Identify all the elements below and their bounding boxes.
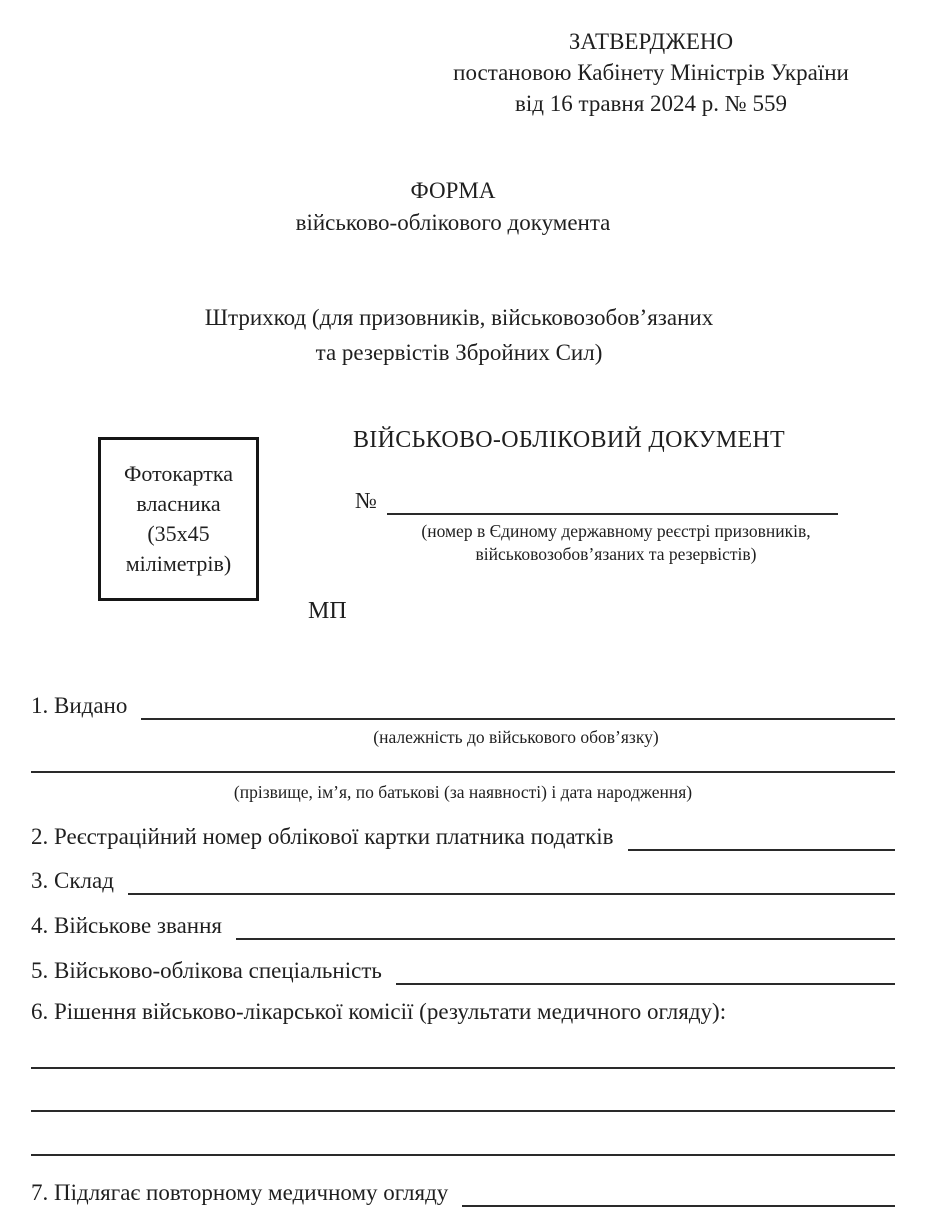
number-caption xyxy=(402,520,830,566)
barcode-note xyxy=(27,300,891,370)
field-1-caption-duty: (належність до військового обов’язку) xyxy=(373,727,659,747)
field-6-blank-line-3 xyxy=(31,1154,895,1156)
field-2-label: 2. Реєстраційний номер облікової картки платника податків xyxy=(31,824,614,849)
photo-box-line-4: міліметрів) xyxy=(125,551,232,576)
number-caption-line-1: (номер в Єдиному державному реєстрі призовників, xyxy=(421,521,811,541)
field-1-blank-line xyxy=(141,718,895,720)
field-6-blank-line-1 xyxy=(31,1067,895,1069)
field-1-row xyxy=(31,692,895,720)
document-header-row xyxy=(31,425,895,626)
form-heading-subtitle: військово-облікового документа xyxy=(295,210,611,235)
form-heading xyxy=(21,175,885,239)
form-heading-title: ФОРМА xyxy=(410,178,496,203)
field-1-caption-name-dob: (прізвище, ім’я, по батькові (за наявності) і дата народження) xyxy=(233,782,693,802)
field-7-row xyxy=(31,1179,895,1207)
field-4-row xyxy=(31,912,895,940)
field-2-row xyxy=(31,823,895,851)
field-7-blank-line xyxy=(462,1205,895,1207)
field-5-row xyxy=(31,957,895,985)
field-1-fullwidth-blank-line xyxy=(31,771,895,773)
photo-box-line-3: (35х45 xyxy=(147,521,210,546)
approval-line-3: від 16 травня 2024 р. № 559 xyxy=(515,91,787,116)
field-6-row xyxy=(31,998,895,1026)
field-3-label: 3. Склад xyxy=(31,868,114,893)
document-title-column xyxy=(308,425,895,626)
field-7-label: 7. Підлягає повторному медичному огляду xyxy=(31,1180,449,1205)
approval-block xyxy=(415,26,887,119)
barcode-note-line-2: та резервістів Збройних Сил) xyxy=(315,340,603,365)
field-4-label: 4. Військове звання xyxy=(31,913,222,938)
field-3-blank-line xyxy=(128,893,895,895)
approval-line-1: ЗАТВЕРДЖЕНО xyxy=(568,29,734,54)
field-4-blank-line xyxy=(236,938,895,940)
field-5-label: 5. Військово-облікова спеціальність xyxy=(31,958,382,983)
form-fields xyxy=(31,692,895,1207)
field-3-row xyxy=(31,867,895,895)
number-blank-line xyxy=(387,513,838,515)
field-5-blank-line xyxy=(396,983,895,985)
field-6-blank-line-2 xyxy=(31,1110,895,1112)
photo-placeholder-box xyxy=(98,437,259,601)
number-caption-line-2: військовозобов’язаних та резервістів) xyxy=(475,544,757,564)
photo-box-line-2: власника xyxy=(136,491,221,516)
number-label: № xyxy=(355,488,377,513)
stamp-place-label: МП xyxy=(308,598,347,624)
approval-line-2: постановою Кабінету Міністрів України xyxy=(453,60,849,85)
photo-box-line-1: Фотокартка xyxy=(124,461,233,486)
field-2-blank-line xyxy=(628,849,895,851)
field-6-label: 6. Рішення військово-лікарської комісії (результати медичного огляду): xyxy=(31,999,727,1024)
barcode-note-line-1: Штрихкод (для призовників, військовозобов’язаних xyxy=(204,305,714,330)
document-number-row xyxy=(355,487,838,515)
field-1-label: 1. Видано xyxy=(31,693,128,718)
document-title: ВІЙСЬКОВО-ОБЛІКОВИЙ ДОКУМЕНТ xyxy=(353,427,786,453)
